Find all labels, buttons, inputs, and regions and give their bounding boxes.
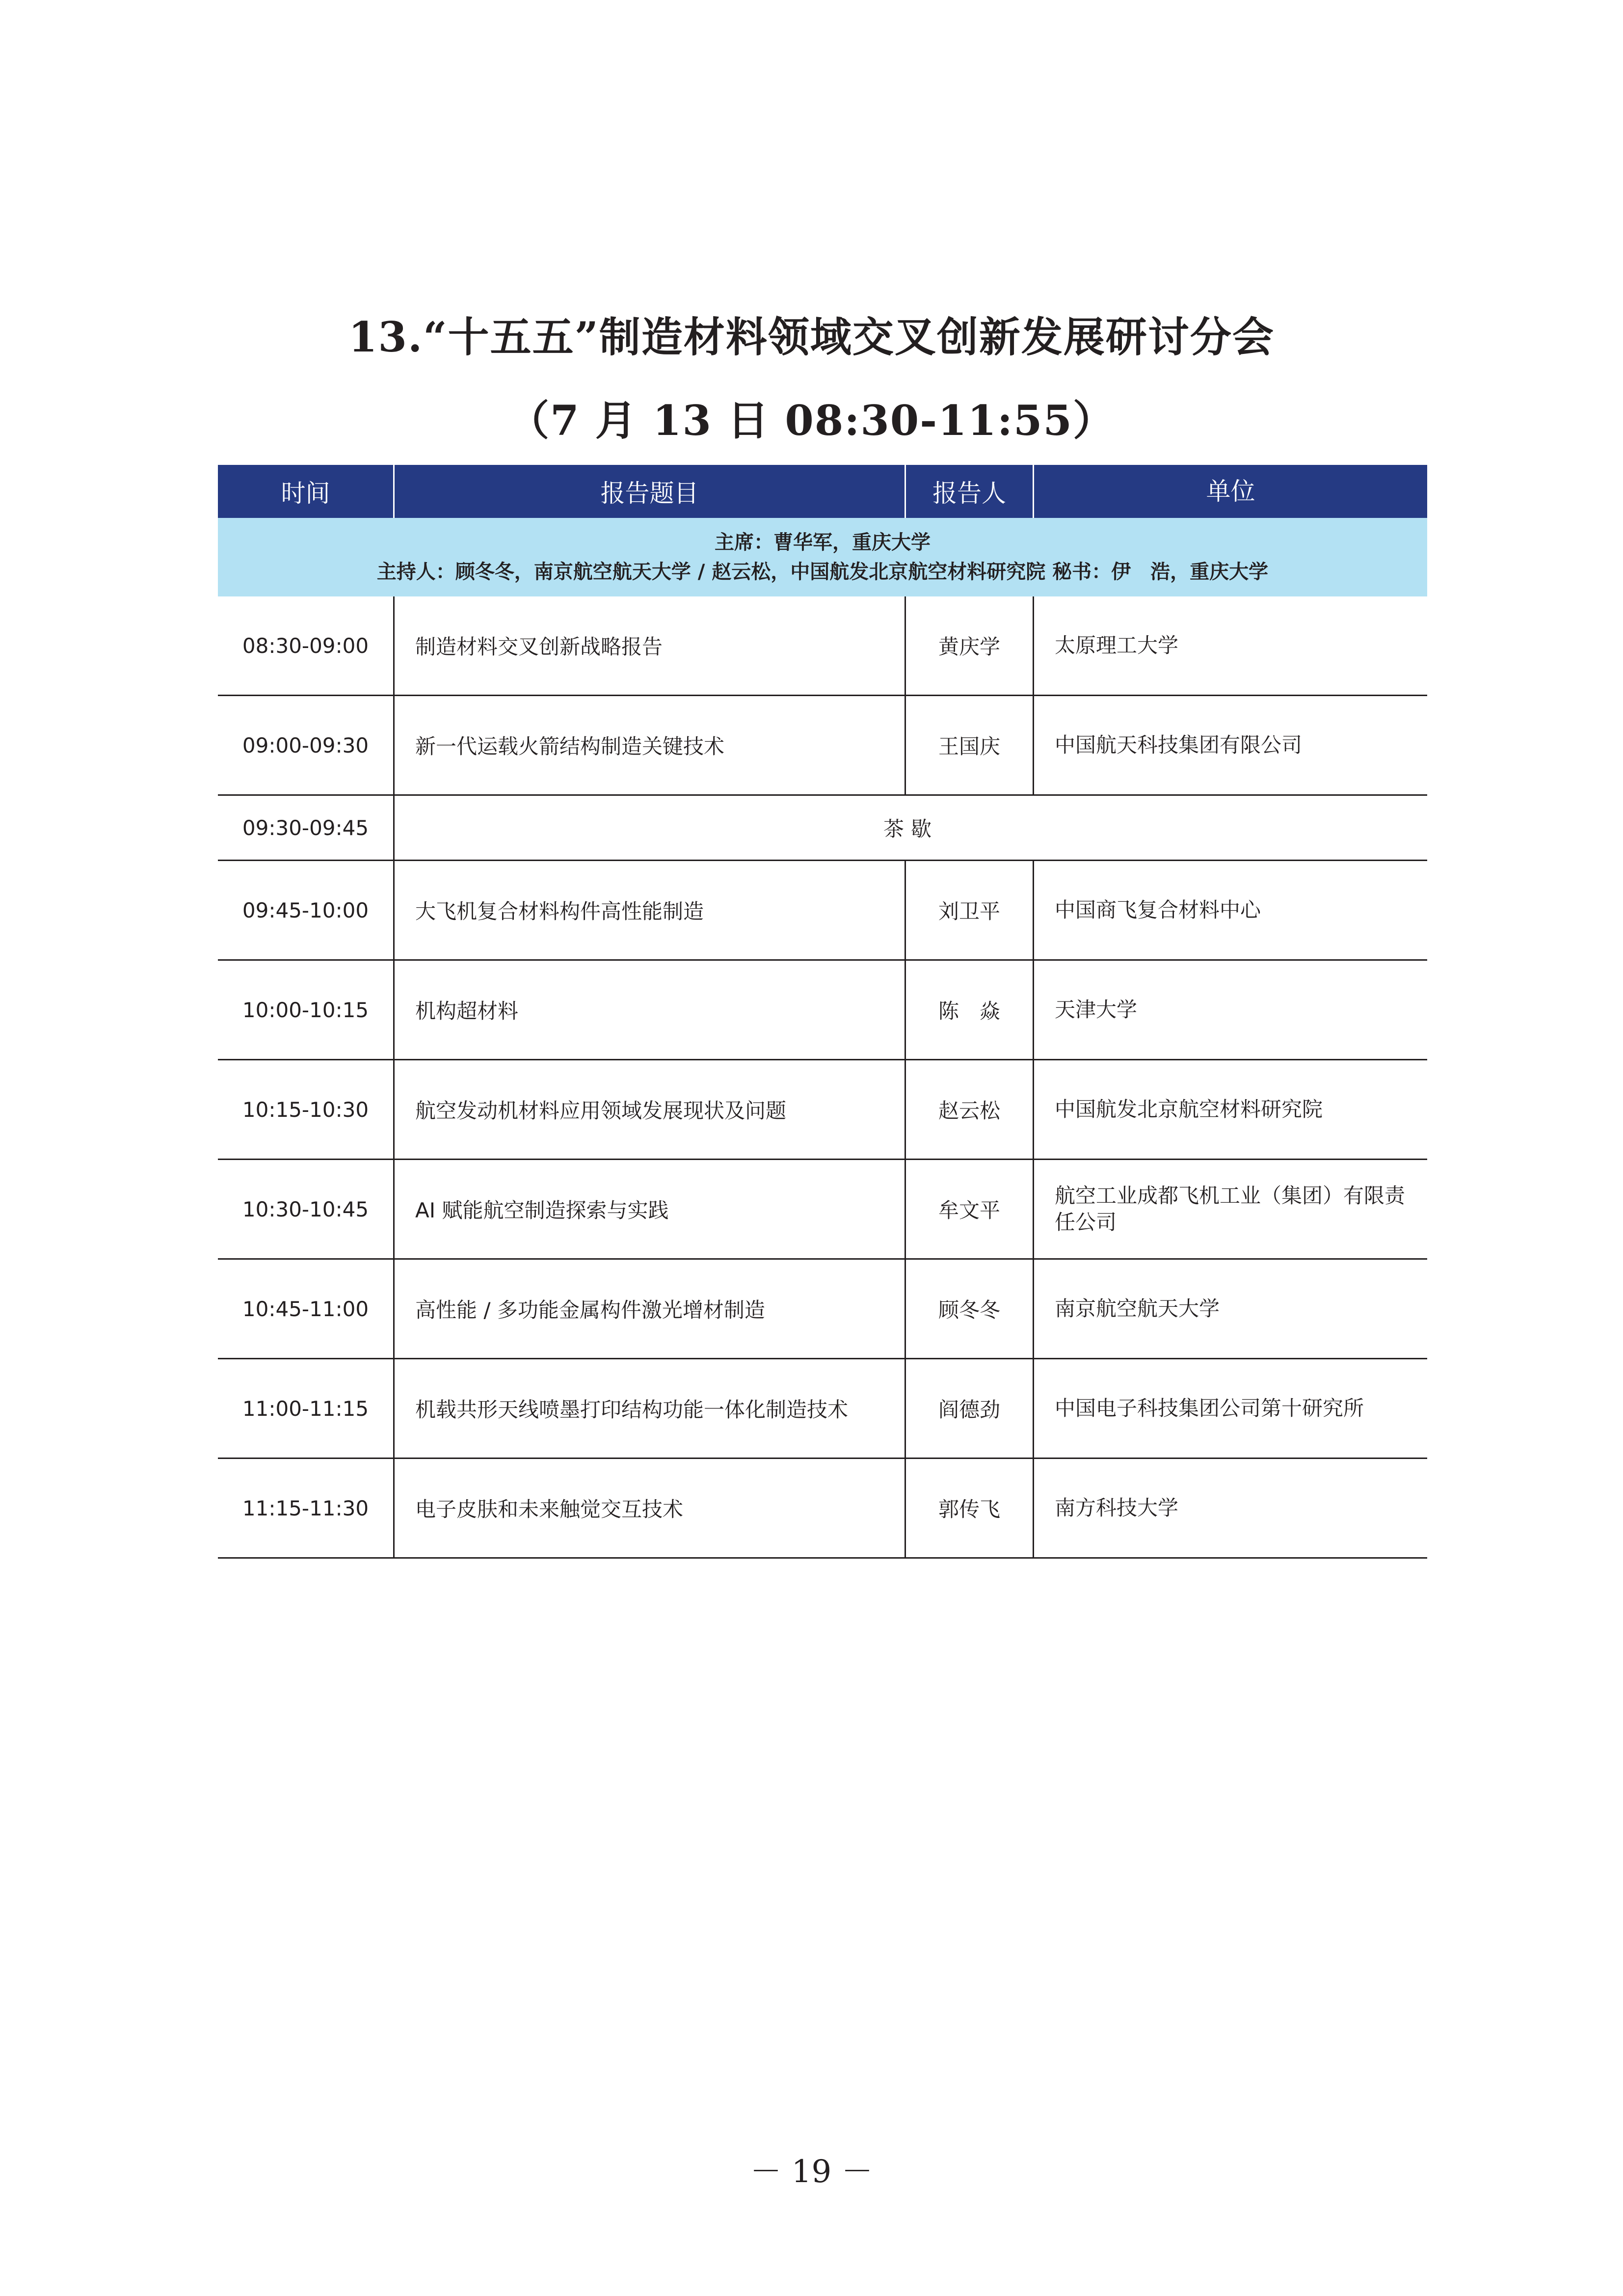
time-cell: 10:00-10:15: [218, 961, 395, 1059]
unit-cell: 中国航发北京航空材料研究院: [1055, 1097, 1323, 1121]
unit-cell: 天津大学: [1055, 998, 1138, 1022]
speaker-cell: 赵云松: [906, 1060, 1034, 1159]
speaker-cell: 阎德劲: [906, 1359, 1034, 1458]
topic-cell: 高性能 / 多功能金属构件激光增材制造: [395, 1260, 906, 1358]
unit-cell: 中国商飞复合材料中心: [1055, 898, 1261, 922]
topic-cell: AI 赋能航空制造探索与实践: [395, 1160, 906, 1258]
speaker-cell: 顾冬冬: [906, 1260, 1034, 1358]
session-date-time: （7 月 13 日 08:30-11:55）: [508, 396, 1115, 445]
schedule-table: [218, 465, 1427, 1559]
unit-cell: 南京航空航天大学: [1055, 1297, 1220, 1321]
header-unit: 单位: [1206, 477, 1255, 506]
tea-break-row: [218, 796, 1427, 861]
unit-cell: 中国航天科技集团有限公司: [1055, 733, 1303, 757]
topic-cell: 机载共形天线喷墨打印结构功能一体化制造技术: [395, 1359, 906, 1458]
topic-cell: 机构超材料: [395, 961, 906, 1059]
table-header-row: [218, 465, 1427, 518]
table-row: [218, 696, 1427, 796]
time-cell: 10:45-11:00: [218, 1260, 395, 1358]
tea-break-cell: 茶歇: [883, 817, 938, 841]
page-number: － 19 －: [750, 2154, 873, 2190]
table-row: [218, 961, 1427, 1060]
table-row: [218, 1459, 1427, 1559]
chair-line: 主席：曹华军，重庆大学: [715, 531, 931, 554]
time-cell: 10:15-10:30: [218, 1060, 395, 1159]
header-time: 时间: [218, 465, 395, 518]
time-cell: 11:00-11:15: [218, 1359, 395, 1458]
speaker-cell: 刘卫平: [906, 861, 1034, 959]
topic-cell: 新一代运载火箭结构制造关键技术: [395, 696, 906, 794]
unit-cell: 太原理工大学: [1055, 633, 1179, 657]
speaker-cell: 王国庆: [906, 696, 1034, 794]
topic-cell: 制造材料交叉创新战略报告: [395, 596, 906, 695]
table-row: [218, 1160, 1427, 1260]
time-cell: 11:15-11:30: [218, 1459, 395, 1557]
time-cell: 09:00-09:30: [218, 696, 395, 794]
speaker-cell: 陈 焱: [906, 961, 1034, 1059]
speaker-cell: 黄庆学: [906, 596, 1034, 695]
table-row: [218, 1260, 1427, 1359]
host-secretary-line: 主持人：顾冬冬，南京航空航天大学 / 赵云松，中国航发北京航空材料研究院 秘书：伊 浩，重庆大学: [376, 561, 1269, 583]
time-cell: 09:45-10:00: [218, 861, 395, 959]
table-row: [218, 1359, 1427, 1459]
speaker-cell: 郭传飞: [906, 1459, 1034, 1557]
topic-cell: 电子皮肤和未来触觉交互技术: [395, 1459, 906, 1557]
time-cell: 09:30-09:45: [218, 796, 395, 860]
header-speaker: 报告人: [906, 465, 1034, 518]
unit-cell: 南方科技大学: [1055, 1496, 1179, 1520]
topic-cell: 航空发动机材料应用领域发展现状及问题: [395, 1060, 906, 1159]
time-cell: 08:30-09:00: [218, 596, 395, 695]
unit-cell: 航空工业成都飞机工业（集团）有限责任公司: [1055, 1184, 1406, 1234]
table-row: [218, 1060, 1427, 1160]
unit-cell: 中国电子科技集团公司第十研究所: [1055, 1396, 1364, 1420]
speaker-cell: 牟文平: [906, 1160, 1034, 1258]
table-row: [218, 596, 1427, 696]
chair-info-row: [218, 518, 1427, 596]
topic-cell: 大飞机复合材料构件高性能制造: [395, 861, 906, 959]
header-topic: 报告题目: [395, 465, 906, 518]
session-title: 13.“十五五”制造材料领域交叉创新发展研讨分会: [348, 313, 1275, 361]
table-row: [218, 861, 1427, 961]
time-cell: 10:30-10:45: [218, 1160, 395, 1258]
